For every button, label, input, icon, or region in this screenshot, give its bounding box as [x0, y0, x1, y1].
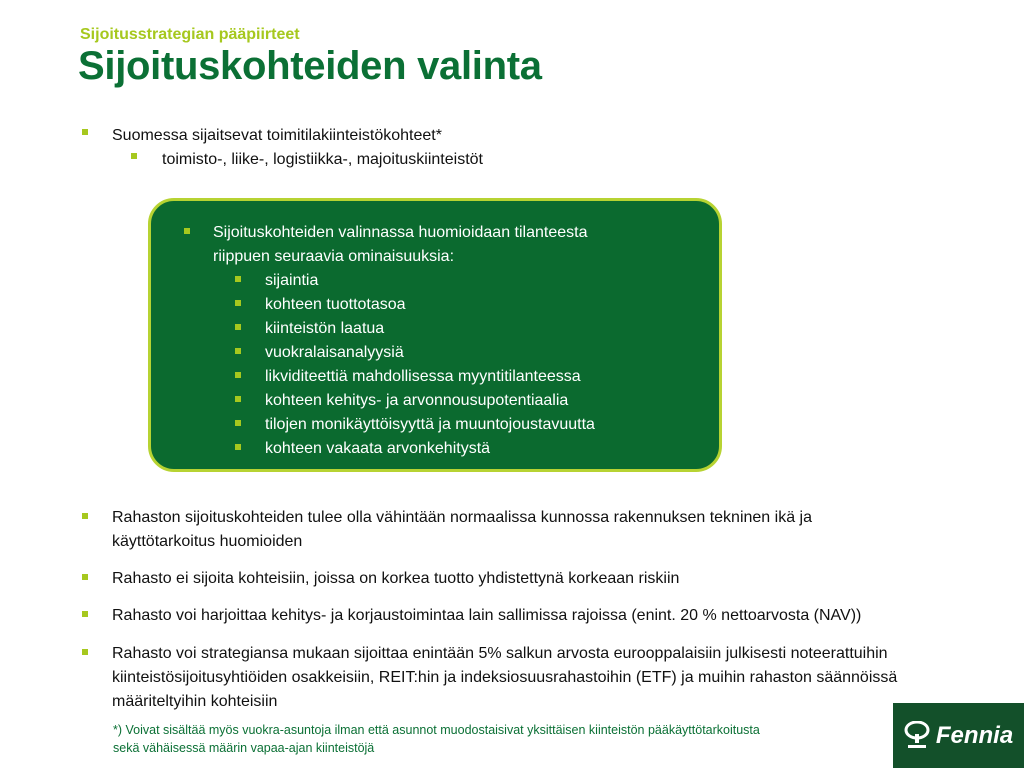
slide-subtitle: Sijoitusstrategian pääpiirteet [80, 26, 300, 43]
bullet-icon [235, 348, 241, 354]
footnote-line: *) Voivat sisältää myös vuokra-asuntoja ilman että asunnot muodostaisivat yksittäisen kiinteistön pääkäyttötarkoitusta [113, 723, 760, 737]
bullet-text: käyttötarkoitus huomioiden [112, 533, 303, 550]
bullet-icon [82, 649, 88, 655]
bullet-icon [82, 574, 88, 580]
bullet-text: Rahasto voi harjoittaa kehitys- ja korjaustoimintaa lain sallimissa rajoissa (enint. 20 % nettoarvosta (NAV)) [112, 607, 862, 624]
bullet-icon [235, 420, 241, 426]
bullet-icon [82, 129, 88, 135]
fennia-logo [893, 703, 1024, 768]
bullet-icon [235, 396, 241, 402]
bullet-text: Suomessa sijaitsevat toimitilakiinteistökohteet* [112, 127, 442, 144]
bullet-text: kiinteistösijoitusyhtiöiden osakkeisiin, REIT:hin ja indeksiosuusrahastoihin (ETF) ja muihin rahaston säännöissä [112, 669, 898, 686]
bullet-icon [235, 300, 241, 306]
bullet-text: Rahasto ei sijoita kohteisiin, joissa on korkea tuotto yhdistettynä korkeaan riskiin [112, 570, 680, 587]
criteria-item: vuokralaisanalyysiä [265, 344, 404, 361]
footnote [113, 721, 760, 757]
criteria-box [148, 198, 722, 472]
slide-title: Sijoituskohteiden valinta [78, 44, 542, 88]
box-intro: Sijoituskohteiden valinnassa huomioidaan tilanteesta [213, 224, 588, 241]
criteria-item: tilojen monikäyttöisyyttä ja muuntojoustavuutta [265, 416, 595, 433]
box-intro: riippuen seuraavia ominaisuuksia: [213, 248, 455, 265]
bullet-icon [82, 611, 88, 617]
bullet-icon [82, 513, 88, 519]
bullet-text: määriteltyihin kohteisiin [112, 693, 278, 710]
criteria-item: likviditeettiä mahdollisessa myyntitilanteessa [265, 368, 581, 385]
criteria-item: sijaintia [265, 272, 319, 289]
bullet-text: Rahasto voi strategiansa mukaan sijoittaa enintään 5% salkun arvosta eurooppalaisiin julkisesti noteerattuihin [112, 645, 888, 662]
bullet-icon [235, 324, 241, 330]
tree-icon [904, 721, 930, 751]
criteria-item: kohteen kehitys- ja arvonnousupotentiaalia [265, 392, 569, 409]
bullet-icon [131, 153, 137, 159]
bullet-text: Rahaston sijoituskohteiden tulee olla vähintään normaalissa kunnossa rakennuksen tekninen ikä ja [112, 509, 812, 526]
bullet-icon [235, 444, 241, 450]
bullet-icon [184, 228, 190, 234]
logo-text: Fennia [935, 721, 1014, 749]
sub-bullet-text: toimisto-, liike-, logistiikka-, majoituskiinteistöt [162, 151, 483, 168]
footnote-line: sekä vähäisessä määrin vapaa-ajan kiinteistöjä [113, 741, 375, 755]
criteria-item: kiinteistön laatua [265, 320, 385, 337]
criteria-item: kohteen tuottotasoa [265, 296, 406, 313]
bullet-icon [235, 276, 241, 282]
criteria-item: kohteen vakaata arvonkehitystä [265, 440, 491, 457]
bullet-icon [235, 372, 241, 378]
